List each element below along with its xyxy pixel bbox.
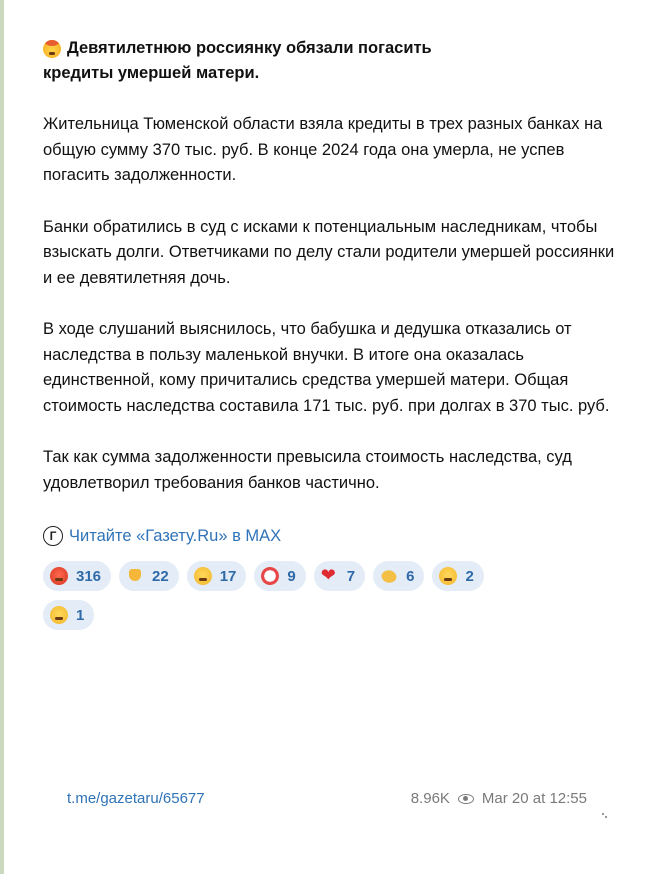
- eye-icon: [458, 794, 474, 804]
- reaction-count: 9: [287, 567, 296, 585]
- channel-post: [43, 36, 623, 630]
- reaction-grinning[interactable]: [43, 600, 94, 630]
- reaction-clown[interactable]: [254, 561, 305, 591]
- reaction-count: 22: [152, 567, 169, 585]
- reaction-clap[interactable]: [373, 561, 424, 591]
- grinning-face-icon: [50, 606, 68, 624]
- bubble-corner-icon: [601, 812, 607, 818]
- reaction-count: 6: [406, 567, 415, 585]
- reaction-angry[interactable]: [43, 561, 111, 591]
- reaction-thinking[interactable]: [432, 561, 483, 591]
- thumbs-down-icon: [126, 567, 144, 585]
- thinking-face-icon: [439, 567, 457, 585]
- angry-face-icon: [50, 567, 68, 585]
- post-footer: [67, 790, 587, 807]
- red-heart-icon: [321, 567, 339, 585]
- post-permalink[interactable]: t.me/gazetaru/65677: [67, 790, 205, 807]
- reaction-count: 316: [76, 567, 102, 585]
- post-title: [43, 36, 623, 86]
- crying-face-icon: [194, 567, 212, 585]
- reaction-thumbs-down[interactable]: [119, 561, 179, 591]
- post-paragraph-3: В ходе слушаний выяснилось, что бабушка и дедушка отказались от наследства в пользу маленькой внучки. В итоге она оказалась единственной, кому причитались средства умершей матери. Общая стоимость наследства составила 171 тыс. руб. при долгах в 370 тыс. руб.: [43, 320, 610, 415]
- post-meta: [411, 790, 587, 807]
- post-title-line-2: кредиты умершей матери.: [43, 64, 260, 82]
- reaction-crying[interactable]: [187, 561, 247, 591]
- reaction-heart[interactable]: [314, 561, 365, 591]
- reaction-count: 7: [346, 567, 356, 585]
- promo-link-text[interactable]: Читайте «Газету.Ru» в MAX: [69, 527, 282, 545]
- promo-link[interactable]: [43, 524, 623, 548]
- post-paragraph-2: Банки обратились в суд с исками к потенциальным наследникам, чтобы взыскать долги. Ответчиками по делу стали родители умершей россиянки и ее девятилетняя дочь.: [43, 217, 615, 287]
- reaction-count: 1: [76, 606, 85, 624]
- gazeta-logo-icon: Г: [43, 526, 63, 546]
- post-title-line-1: Девятилетнюю россиянку обязали погасить: [67, 39, 432, 57]
- post-timestamp: Mar 20 at 12:55: [481, 790, 587, 807]
- post-paragraph-4: Так как сумма задолженности превысила стоимость наследства, суд удовлетворил требования банков частично.: [43, 448, 572, 492]
- clown-face-icon: [261, 567, 279, 585]
- exploding-head-icon: [43, 40, 61, 58]
- left-edge-strip: [0, 0, 4, 874]
- reactions-bar: [43, 561, 543, 630]
- view-count: 8.96K: [410, 790, 450, 807]
- clapping-hands-icon: [380, 567, 398, 585]
- reaction-count: 17: [219, 567, 237, 585]
- reaction-count: 2: [465, 567, 474, 585]
- post-paragraph-1: Жительница Тюменской области взяла кредиты в трех разных банках на общую сумму 370 тыс. руб. В конце 2024 года она умерла, не успев погасить задолженности.: [43, 115, 603, 184]
